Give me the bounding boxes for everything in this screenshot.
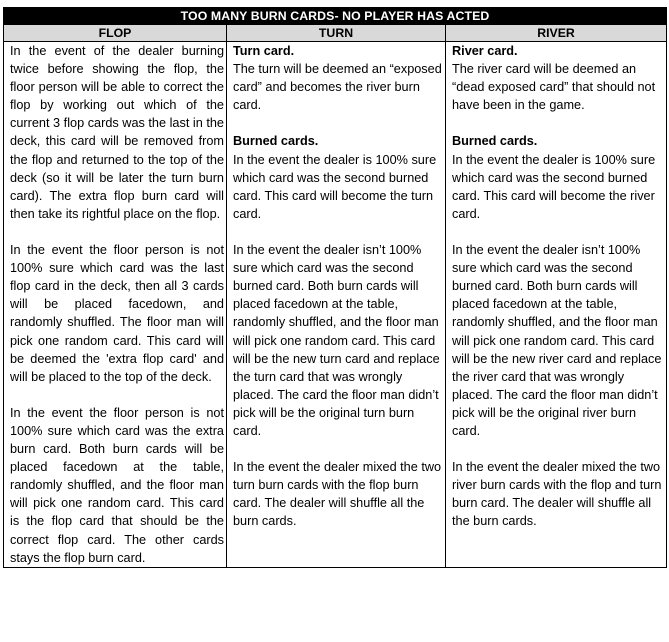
turn-paragraph-2: In the event the dealer is 100% sure which card was the second burned card. This card will become the turn card.: [233, 152, 437, 221]
river-cell: [446, 42, 667, 568]
flop-paragraph-3: In the event the floor person is not 100% sure which card was the extra burn card. Both burn cards will be placed facedown at the table, randomly shuffled, and the floor man will pick one random card. This card is the flop card that should be the correct flop card. The other cards stays the flop burn card.: [10, 405, 224, 565]
title-row: [4, 8, 667, 25]
table-title: TOO MANY BURN CARDS- NO PLAYER HAS ACTED: [4, 8, 667, 25]
turn-subheading-turn-card: Turn card.: [233, 44, 295, 58]
river-paragraph-1: The river card will be deemed an “dead exposed card” that should not have been in the game.: [452, 62, 656, 113]
turn-paragraph-3: In the event the dealer isn’t 100% sure which card was the second burned card. Both burn cards will placed facedown at the table, randomly shuffled, and the floor man will pick one random card. This card will be the new turn card and replace the turn card that was wrongly placed. The card the floor man didn’t pick will be the original turn burn card.: [233, 243, 440, 438]
turn-subheading-burned-cards: Burned cards.: [233, 134, 319, 149]
flop-paragraph-1: In the event of the dealer burning twice before showing the flop, the floor person will be able to correct the flop by working out which of the current 3 flop cards was the last in the deck, this card will be removed from the flop and returned to the top of the deck (so it will be later the turn burn card). The extra flop burn card will then take its rightful place on the flop.: [10, 44, 224, 221]
content-row: [4, 42, 667, 568]
column-header-turn: TURN: [227, 25, 446, 42]
flop-cell: [4, 42, 227, 568]
rules-table: [3, 7, 667, 568]
river-subheading-river-card: River card.: [452, 44, 518, 58]
header-row: [4, 25, 667, 42]
river-paragraph-3: In the event the dealer isn’t 100% sure which card was the second burned card. Both burn cards will placed facedown at the table, randomly shuffled, and the floor man will pick one random card. This card will be the new river card and replace the river card that was wrongly placed. The card the floor man didn’t pick will be the original river burn card.: [452, 243, 662, 438]
river-paragraph-2: In the event the dealer is 100% sure which card was the second burned card. This card will become the river card.: [452, 152, 656, 221]
turn-paragraph-4: In the event the dealer mixed the two turn burn cards with the flop burn card. The dealer will shuffle all the burn cards.: [233, 460, 442, 529]
river-subheading-burned-cards: Burned cards.: [452, 134, 538, 149]
flop-paragraph-2: In the event the floor person is not 100% sure which card was the last flop card in the deck, then all 3 cards will be placed facedown, and randomly shuffled. The floor man will pick one random card. This card will be deemed the 'extra flop card' and will be placed to the top of the deck.: [10, 243, 224, 384]
turn-cell: [227, 42, 446, 568]
column-header-river: RIVER: [446, 25, 667, 42]
column-header-flop: FLOP: [4, 25, 227, 42]
river-paragraph-4: In the event the dealer mixed the two river burn cards with the flop and turn burn card. The dealer will shuffle all the burn cards.: [452, 460, 662, 529]
turn-paragraph-1: The turn will be deemed an “exposed card” and becomes the river burn card.: [233, 62, 442, 113]
